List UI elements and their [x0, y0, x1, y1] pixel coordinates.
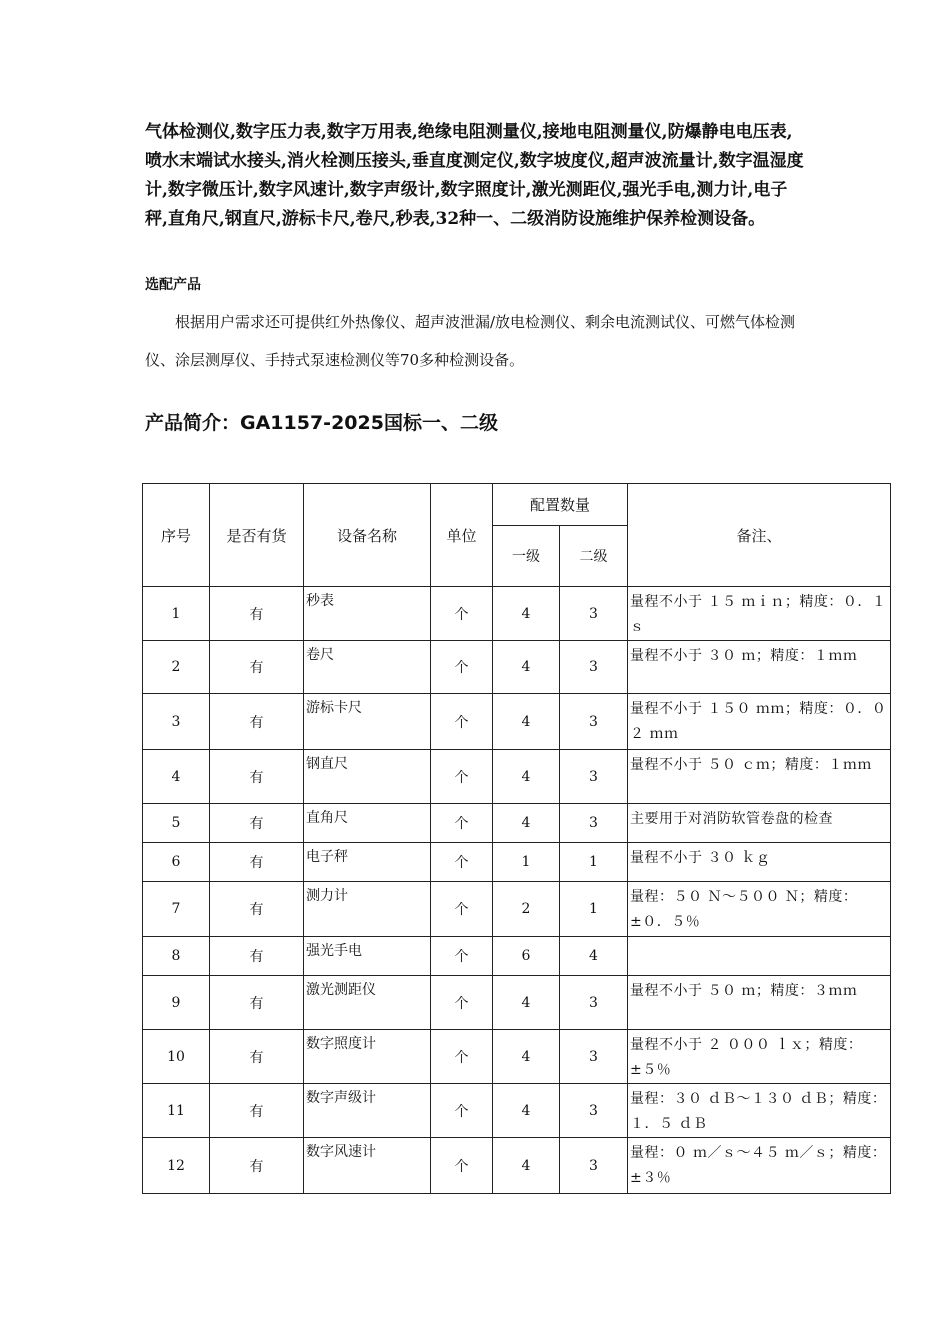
row-level-1-qty: 6	[493, 937, 560, 976]
row-note: 主要用于对消防软管卷盘的检查	[628, 804, 891, 843]
row-note: 量程不小于 １５ ｍｉｎ；精度：０．１ ｓ	[628, 587, 891, 641]
row-level-1-qty: 2	[493, 882, 560, 937]
row-level-2-qty: 3	[560, 1138, 628, 1194]
row-in-stock: 有	[210, 750, 304, 804]
table-row	[143, 1138, 891, 1194]
row-note: 量程不小于 ３０ ｋｇ	[628, 843, 891, 882]
header-in-stock: 是否有货	[210, 484, 304, 587]
header-unit: 单位	[431, 484, 493, 587]
row-device-name: 数字风速计	[304, 1138, 431, 1194]
row-level-1-qty: 4	[493, 804, 560, 843]
row-index: 4	[143, 750, 210, 804]
row-note: 量程：５０ Ｎ～５００ Ｎ；精度：±０．５％	[628, 882, 891, 937]
row-index: 8	[143, 937, 210, 976]
row-in-stock: 有	[210, 1138, 304, 1194]
table-row	[143, 1030, 891, 1084]
row-index: 9	[143, 976, 210, 1030]
row-device-name: 游标卡尺	[304, 694, 431, 750]
row-level-2-qty: 3	[560, 641, 628, 694]
row-index: 3	[143, 694, 210, 750]
row-level-2-qty: 3	[560, 1030, 628, 1084]
row-unit: 个	[431, 750, 493, 804]
row-index: 7	[143, 882, 210, 937]
row-device-name: 电子秤	[304, 843, 431, 882]
row-note: 量程：３０ ｄＢ～１３０ ｄＢ；精度：１．５ ｄＢ	[628, 1084, 891, 1138]
header-notes: 备注、	[628, 484, 891, 587]
row-level-1-qty: 1	[493, 843, 560, 882]
equipment-table	[142, 483, 891, 1194]
row-note: 量程不小于 ２ ０００ ｌｘ；精度：±５％	[628, 1030, 891, 1084]
row-level-2-qty: 3	[560, 750, 628, 804]
row-level-1-qty: 4	[493, 976, 560, 1030]
row-in-stock: 有	[210, 587, 304, 641]
table-row	[143, 587, 891, 641]
row-unit: 个	[431, 976, 493, 1030]
intro-paragraph: 气体检测仪,数字压力表,数字万用表,绝缘电阻测量仪,接地电阻测量仪,防爆静电电压表,喷水末端试水接头,消火栓测压接头,垂直度测定仪,数字坡度仪,超声波流量计,数字温湿度计,数字微压计,数字风速计,数字声级计,数字照度计,激光测距仪,强光手电,测力计,电子秤,直角尺,钢直尺,游标卡尺,卷尺,秒表,32种一、二级消防设施维护保养检测设备。	[145, 122, 804, 229]
row-device-name: 数字照度计	[304, 1030, 431, 1084]
row-note	[628, 937, 891, 976]
optional-products-heading: 选配产品	[145, 277, 201, 293]
row-unit: 个	[431, 843, 493, 882]
row-index: 5	[143, 804, 210, 843]
row-device-name: 强光手电	[304, 937, 431, 976]
table-row	[143, 937, 891, 976]
row-level-1-qty: 4	[493, 641, 560, 694]
optional-products-text: 根据用户需求还可提供红外热像仪、超声波泄漏/放电检测仪、剩余电流测试仪、可燃气体检测仪、涂层测厚仪、手持式泵速检测仪等70多种检测设备。	[145, 313, 796, 369]
header-level-2: 二级	[560, 526, 628, 587]
table-row	[143, 1084, 891, 1138]
row-note: 量程：０ ｍ／ｓ～４５ ｍ／ｓ；精度：±３％	[628, 1138, 891, 1194]
row-unit: 个	[431, 1084, 493, 1138]
row-level-2-qty: 1	[560, 843, 628, 882]
table-row	[143, 750, 891, 804]
row-in-stock: 有	[210, 1030, 304, 1084]
row-in-stock: 有	[210, 937, 304, 976]
header-quantity-group: 配置数量	[493, 484, 628, 526]
row-unit: 个	[431, 937, 493, 976]
row-level-1-qty: 4	[493, 1030, 560, 1084]
table-row	[143, 694, 891, 750]
row-unit: 个	[431, 804, 493, 843]
table-row	[143, 843, 891, 882]
row-index: 2	[143, 641, 210, 694]
row-unit: 个	[431, 694, 493, 750]
row-level-1-qty: 4	[493, 694, 560, 750]
row-index: 12	[143, 1138, 210, 1194]
row-level-1-qty: 4	[493, 1084, 560, 1138]
row-index: 11	[143, 1084, 210, 1138]
row-level-2-qty: 3	[560, 804, 628, 843]
row-note: 量程不小于 ５０ ｍ；精度：３ｍｍ	[628, 976, 891, 1030]
row-note: 量程不小于 ３０ ｍ；精度：１ｍｍ	[628, 641, 891, 694]
row-in-stock: 有	[210, 843, 304, 882]
row-in-stock: 有	[210, 804, 304, 843]
row-device-name: 钢直尺	[304, 750, 431, 804]
row-unit: 个	[431, 1030, 493, 1084]
header-device-name: 设备名称	[304, 484, 431, 587]
row-level-2-qty: 3	[560, 1084, 628, 1138]
row-level-2-qty: 3	[560, 694, 628, 750]
row-level-2-qty: 1	[560, 882, 628, 937]
row-in-stock: 有	[210, 976, 304, 1030]
row-device-name: 数字声级计	[304, 1084, 431, 1138]
row-device-name: 激光测距仪	[304, 976, 431, 1030]
table-row	[143, 804, 891, 843]
row-level-2-qty: 3	[560, 976, 628, 1030]
row-device-name: 测力计	[304, 882, 431, 937]
row-device-name: 卷尺	[304, 641, 431, 694]
row-in-stock: 有	[210, 694, 304, 750]
header-level-1: 一级	[493, 526, 560, 587]
row-note: 量程不小于 １５０ ｍｍ；精度：０．０２ ｍｍ	[628, 694, 891, 750]
row-in-stock: 有	[210, 1084, 304, 1138]
row-unit: 个	[431, 641, 493, 694]
row-level-1-qty: 4	[493, 750, 560, 804]
table-row	[143, 641, 891, 694]
product-title: 产品简介：GA1157-2025国标一、二级	[145, 412, 498, 434]
row-unit: 个	[431, 882, 493, 937]
row-index: 10	[143, 1030, 210, 1084]
row-unit: 个	[431, 1138, 493, 1194]
row-level-1-qty: 4	[493, 587, 560, 641]
row-in-stock: 有	[210, 641, 304, 694]
row-index: 1	[143, 587, 210, 641]
row-in-stock: 有	[210, 882, 304, 937]
table-row	[143, 976, 891, 1030]
header-index: 序号	[143, 484, 210, 587]
row-level-2-qty: 4	[560, 937, 628, 976]
row-unit: 个	[431, 587, 493, 641]
row-device-name: 秒表	[304, 587, 431, 641]
table-row	[143, 882, 891, 937]
row-level-2-qty: 3	[560, 587, 628, 641]
row-level-1-qty: 4	[493, 1138, 560, 1194]
row-index: 6	[143, 843, 210, 882]
row-note: 量程不小于 ５０ ｃｍ；精度：１ｍｍ	[628, 750, 891, 804]
row-device-name: 直角尺	[304, 804, 431, 843]
